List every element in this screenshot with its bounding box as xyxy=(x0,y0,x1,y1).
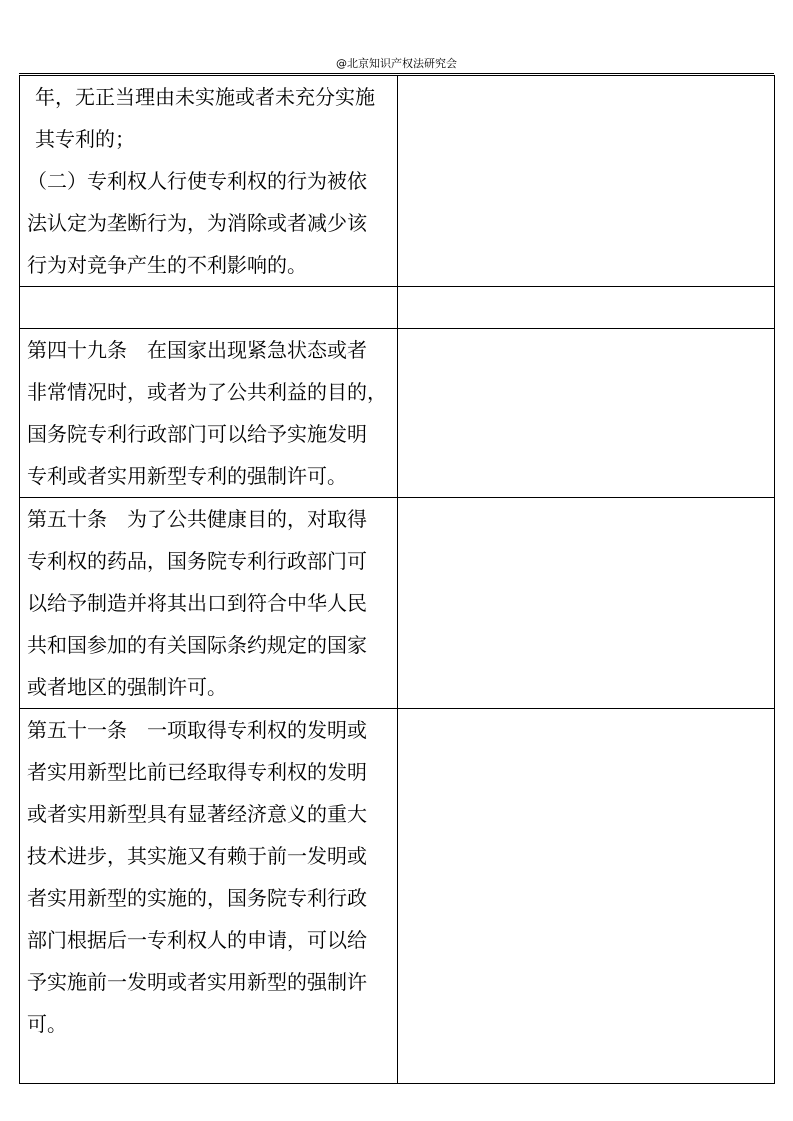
text-line: 第五十一条 一项取得专利权的发明或 xyxy=(27,718,367,742)
left-cell xyxy=(20,76,398,287)
right-cell xyxy=(398,709,775,1084)
right-cell xyxy=(398,498,775,709)
header-rule xyxy=(19,73,774,74)
comparison-table xyxy=(19,75,775,1084)
text-line: （二）专利权人行使专利权的行为被依 xyxy=(27,169,367,193)
table-row xyxy=(20,498,775,709)
text-line: 国务院专利行政部门可以给予实施发明 xyxy=(27,422,367,446)
text-line: 者实用新型比前已经取得专利权的发明 xyxy=(27,760,367,784)
text-line: 法认定为垄断行为，为消除或者减少该 xyxy=(27,211,367,235)
text-line: 第四十九条 在国家出现紧急状态或者 xyxy=(27,338,367,362)
left-cell xyxy=(20,287,398,329)
text-line: 其专利的； xyxy=(35,127,135,151)
left-cell xyxy=(20,709,398,1084)
page-header: @北京知识产权法研究会 xyxy=(336,57,457,70)
left-cell xyxy=(20,498,398,709)
right-cell xyxy=(398,287,775,329)
text-line: 技术进步，其实施又有赖于前一发明或 xyxy=(27,844,367,868)
table-row xyxy=(20,329,775,498)
text-line: 者实用新型的实施的，国务院专利行政 xyxy=(27,886,367,910)
text-line: 共和国参加的有关国际条约规定的国家 xyxy=(27,633,367,657)
text-line: 专利或者实用新型专利的强制许可。 xyxy=(27,464,347,488)
text-line: 可。 xyxy=(27,1012,67,1036)
table-row xyxy=(20,76,775,287)
text-line: 以给予制造并将其出口到符合中华人民 xyxy=(27,591,367,615)
table-row xyxy=(20,709,775,1084)
text-line: 专利权的药品，国务院专利行政部门可 xyxy=(27,549,367,573)
text-line: 或者地区的强制许可。 xyxy=(27,675,227,699)
text-line: 非常情况时，或者为了公共利益的目的， xyxy=(27,380,387,404)
text-line: 部门根据后一专利权人的申请，可以给 xyxy=(27,928,367,952)
left-cell xyxy=(20,329,398,498)
right-cell xyxy=(398,329,775,498)
text-line: 行为对竞争产生的不利影响的。 xyxy=(27,253,307,277)
right-cell xyxy=(398,76,775,287)
text-line: 年，无正当理由未实施或者未充分实施 xyxy=(35,85,375,109)
table-row xyxy=(20,287,775,329)
text-line: 第五十条 为了公共健康目的，对取得 xyxy=(27,507,367,531)
text-line: 予实施前一发明或者实用新型的强制许 xyxy=(27,970,367,994)
text-line: 或者实用新型具有显著经济意义的重大 xyxy=(27,802,367,826)
